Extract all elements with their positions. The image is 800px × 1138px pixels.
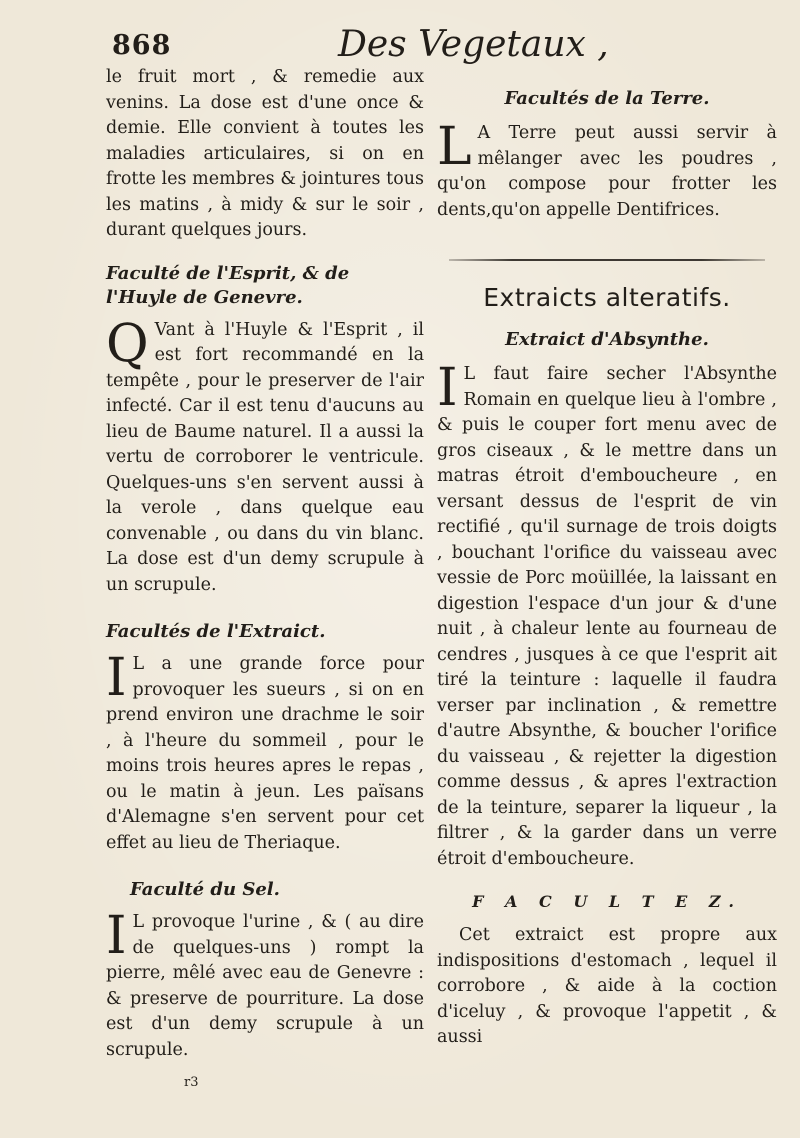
section-esprit-huyle (106, 313, 424, 599)
section-sel (106, 906, 424, 1063)
section-title-terre: Facultés de la Terre. (504, 88, 710, 109)
section-facultez-body: Cet extraict est propre aux indispositions d'estomach , lequel il corrobore , & aide à la coction d'iceluy , & provoque l'appetit , & aussi (437, 925, 777, 1047)
section-title-sel: Faculté du Sel. (130, 879, 280, 900)
dropcap: I (106, 648, 127, 708)
section-body: L faut faire secher l'Absynthe Romain en quelque lieu à l'ombre , & puis le couper fort menu avec de gros ciseaux , & le mettre dans un matras étroit d'emboucheure , en versant dessus de l'esprit de vin rectifié , qu'il surnage de trois doigts , bouchant l'orifice du vaisseau avec vessie de Porc moüillée, la laissant en digestion l'espace d'un jour & d'une nuit , à chaleur lente au fourneau de cendres , jusques à ce que l'esprit ait tiré la teinture : laquelle il faudra verser par inclination , & remettre d'autre Absynthe, & boucher l'orifice du vaisseau , & rejetter la digestion comme dessus , & apres l'extraction de la teinture, separer la liqueur , la filtrer , & la garder dans un verre étroit d'emboucheure. (437, 364, 777, 869)
dropcap: I (106, 906, 127, 966)
running-title: Des Vegetaux , (338, 24, 609, 65)
left-column (106, 65, 424, 1090)
section-terre (437, 117, 777, 223)
section-body: A Terre peut aussi servir à mêlanger avec les poudres , qu'on compose pour frotter les dents,qu'on appelle Dentifrices. (437, 123, 777, 220)
intro-paragraph: le fruit mort , & remedie aux venins. La dose est d'une once & demie. Elle convient à toutes les maladies articulaires, si on en frotte les membres & jointures tous les matins , à midy & sur le soir , durant quelques jours. (106, 67, 424, 240)
section-body: Vant à l'Huyle & l'Esprit , il est fort recommandé en la tempête , pour le preserver de l'air infecté. Car il est tenu d'aucuns au lieu de Baume naturel. Il a aussi la vertu de corroborer le ventricule. Quelques-uns s'en servent aussi à la verole , dans quelque eau convenable , ou dans du vin blanc. La dose est d'un demy scrupule à un scrupule. (106, 319, 424, 595)
dropcap: I (437, 358, 458, 418)
dropcap: Q (106, 313, 149, 374)
section-body: L provoque l'urine , & ( au dire de quelques-uns ) rompt la pierre, mêlé avec eau de Genevre : & preserve de pourriture. La dose est d'un demy scrupule à un scrupule. (106, 912, 424, 1060)
section-title-facultez: F A C U L T E Z. (472, 892, 742, 911)
section-title-esprit-huyle: Faculté de l'Esprit, & de l'Huyle de Genevre. (106, 262, 350, 308)
section-absynthe (437, 358, 777, 872)
section-title-extraict: Facultés de l'Extraict. (106, 621, 326, 642)
signature-mark: r3 (184, 1075, 199, 1090)
section-extraict (106, 648, 424, 856)
section-title-absynthe: Extraict d'Absynthe. (505, 329, 709, 350)
section-body: L a une grande force pour provoquer les sueurs , si on en prend environ une drachme le soir , à l'heure du sommeil , pour le moins trois heures apres le repas , ou le matin à jeun. Les païsans d'Alemagne s'en servent pour cet effet au lieu de Theriaque. (106, 654, 424, 853)
major-heading: Extraicts alteratifs. (483, 283, 731, 312)
right-column (437, 65, 777, 1051)
page-number: 868 (112, 30, 172, 61)
dropcap: L (437, 117, 472, 177)
